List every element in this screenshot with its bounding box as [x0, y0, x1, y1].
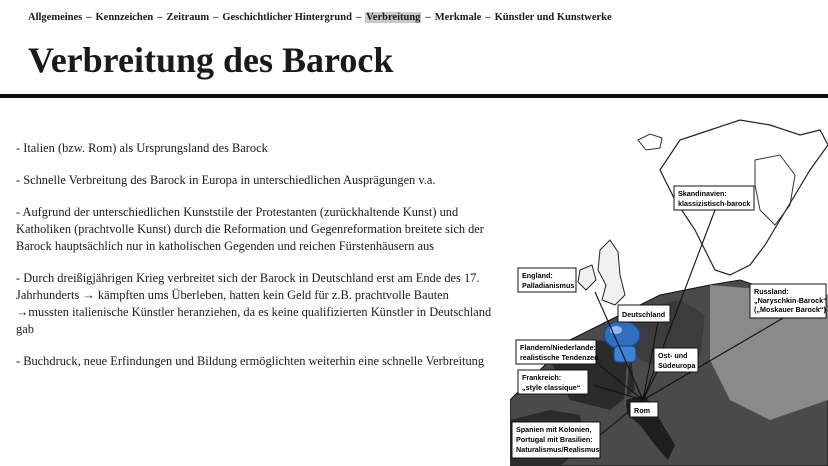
label-flandern: [516, 340, 599, 364]
svg-text:(„Moskauer Barock“): („Moskauer Barock“): [754, 305, 826, 314]
label-england: [518, 268, 576, 292]
nav-separator: –: [355, 12, 362, 23]
nav-separator: –: [425, 12, 431, 23]
svg-text:Naturalismus/Realismus: Naturalismus/Realismus: [516, 445, 600, 454]
label-deutschland: [618, 305, 670, 322]
nav-separator: –: [86, 12, 92, 23]
svg-text:Südeuropa: Südeuropa: [658, 361, 696, 370]
nav-item-kennzeichen[interactable]: Kennzeichen: [95, 12, 154, 23]
bullet-printing: - Buchdruck, neue Erfindungen und Bildung ermöglichten weiterhin eine schnelle Verbreitung: [16, 354, 485, 368]
title-divider: [0, 94, 828, 98]
nav-separator: –: [213, 12, 219, 23]
bullet-origin: - Italien (bzw. Rom) als Ursprungsland des Barock: [16, 141, 268, 155]
nav-item-merkmale[interactable]: Merkmale: [434, 12, 482, 23]
svg-text:klassizistisch-barock: klassizistisch-barock: [678, 199, 751, 208]
bullet-spread: - Schnelle Verbreitung des Barock in Europa in unterschiedlichen Ausprägungen v.a.: [16, 173, 436, 187]
bullet-war-text: - Durch dreißigjährigen Krieg verbreitet sich der Barock in Deutschland erst am Ende des 17. Jahrhunderts → kämpften ums Überleben, hatten kein Geld für z.B. prachtvolle Bauten: [16, 271, 480, 302]
svg-text:Flandern/Niederlande:: Flandern/Niederlande:: [520, 343, 596, 352]
svg-text:Ost- und: Ost- und: [658, 351, 688, 360]
label-skandinavien: [674, 186, 754, 210]
europe-baroque-map: [510, 100, 828, 466]
svg-text:Frankreich:: Frankreich:: [522, 373, 562, 382]
top-navigation: [28, 12, 612, 23]
nav-item-zeitraum[interactable]: Zeitraum: [166, 12, 210, 23]
svg-text:Rom: Rom: [634, 406, 650, 415]
bullet-war: [16, 270, 506, 338]
svg-text:Russland:: Russland:: [754, 287, 789, 296]
page-title: Verbreitung des Barock: [28, 40, 394, 80]
label-russland: [750, 284, 827, 318]
svg-text:„Naryschkin-Barock“: „Naryschkin-Barock“: [754, 296, 827, 305]
svg-text:England:: England:: [522, 271, 553, 280]
svg-text:Spanien mit Kolonien,: Spanien mit Kolonien,: [516, 425, 592, 434]
nav-item-allgemeines[interactable]: Allgemeines: [28, 12, 83, 23]
bullet-war-consequence: →mussten italienische Künstler heranziehen, da es keine qualifizierten Künstler in Deutschland gab: [16, 305, 492, 336]
svg-text:Skandinavien:: Skandinavien:: [678, 189, 727, 198]
nav-separator: –: [157, 12, 163, 23]
svg-text:realistische Tendenzen: realistische Tendenzen: [520, 353, 599, 362]
svg-text:„style classique“: „style classique“: [522, 383, 581, 392]
label-spanien-portugal: [512, 422, 600, 458]
label-ost-suedeuropa: [654, 348, 698, 372]
label-frankreich: [518, 370, 588, 394]
nav-separator: –: [485, 12, 491, 23]
nav-item-verbreitung[interactable]: Verbreitung: [366, 12, 421, 23]
nav-item-künstler-und-kunstwerke[interactable]: Künstler und Kunstwerke: [494, 12, 612, 23]
svg-text:Portugal mit Brasilien:: Portugal mit Brasilien:: [516, 435, 593, 444]
bullet-list: [16, 140, 506, 385]
bullet-confession: - Aufgrund der unterschiedlichen Kunststile der Protestanten (zurückhaltende Kunst) und Katholiken (prachtvolle Kunst) durch die Reformation und Gegenreformation breitete sich der Barock hauptsächlich nur in katholischen Gegenden und reichen Fürstenhäusern aus: [16, 205, 484, 253]
svg-text:Deutschland: Deutschland: [622, 310, 666, 319]
svg-text:Palladianismus: Palladianismus: [522, 281, 575, 290]
nav-item-geschichtlicher-hintergrund[interactable]: Geschichtlicher Hintergrund: [222, 12, 352, 23]
label-rom: [630, 402, 658, 417]
